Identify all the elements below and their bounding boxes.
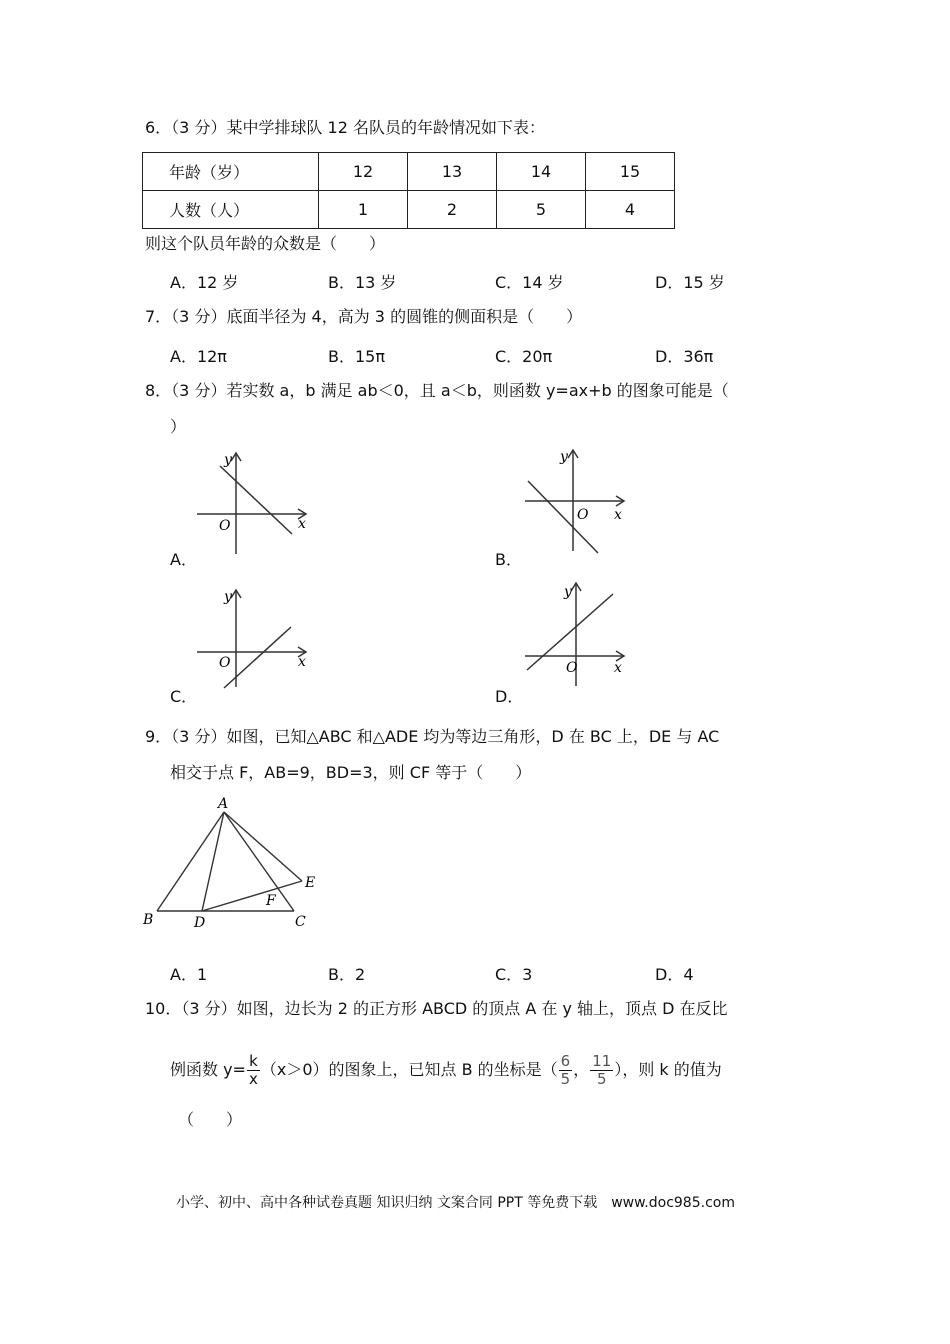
q6-option-a: A．12 岁 [170,273,239,292]
segment-ae [224,812,302,881]
q7-option-d: D．36π [655,347,714,366]
table-cell: 1 [319,191,408,229]
table-cell: 2 [408,191,497,229]
q8-stem-line1: 8．（3 分）若实数 a，b 满足 ab＜0，且 a＜b，则函数 y=ax+b 的图象可能是（ [145,381,729,400]
point-a-label: A [218,796,229,812]
q9-stem-line1: 9．（3 分）如图，已知△ABC 和△ADE 均为等边三角形，D 在 BC 上，DE 与 AC [145,727,720,746]
q8-option-c: C． [170,687,198,706]
function-line [224,627,291,688]
q6-stem: 6．（3 分）某中学排球队 12 名队员的年龄情况如下表： [145,118,545,137]
age-table [142,152,675,229]
function-denominator: x [248,1070,258,1088]
q7-option-c: C．20π [495,347,553,366]
function-line [220,466,292,534]
q10-line2-text1: 例函数 y= [170,1060,246,1079]
coord-separator: ， [573,1060,590,1079]
page-footer: 小学、初中、高中各种试卷真题 知识归纳 文案合同 PPT 等免费下载 www.doc985.com [176,1195,735,1211]
q8-option-d: D． [495,687,524,706]
y-axis-label: y [564,584,572,600]
q8-option-b: B． [495,550,522,569]
function-fraction [247,1053,260,1088]
table-cell: 5 [497,191,586,229]
q6-question: 则这个队员年龄的众数是（ ） [145,234,386,253]
q8-graph-a [192,448,317,558]
x-axis-label: x [298,654,306,670]
x-axis-label: x [298,516,306,532]
q7-option-b: B．15π [328,347,385,366]
table-header-cell: 人数（人） [143,191,319,229]
q7-option-a: A．12π [170,347,227,366]
q9-option-b: B．2 [328,965,366,984]
segment-ad [202,812,224,911]
q9-option-a: A．1 [170,965,208,984]
q8-graph-b [520,445,645,560]
q10-stem-line3: （ ） [178,1110,243,1129]
x-axis-label: x [614,660,622,676]
segment-ac [224,812,294,911]
table-cell: 4 [586,191,675,229]
table-cell: 13 [408,153,497,191]
point-f-label: F [266,893,276,909]
origin-label: O [577,507,589,523]
q9-option-c: C．3 [495,965,533,984]
coord-x-fraction [559,1053,573,1088]
table-row [143,191,675,229]
x-axis-label: x [614,507,622,523]
coord-x-denominator: 5 [560,1070,571,1088]
q10-stem-line2 [170,1050,722,1090]
q6-option-d: D．15 岁 [655,273,725,292]
point-d-label: D [194,915,206,931]
function-numerator: k [247,1053,260,1071]
table-header-cell: 年龄（岁） [143,153,319,191]
q7-stem: 7．（3 分）底面半径为 4，高为 3 的圆锥的侧面积是（ ） [145,307,583,326]
segment-de [202,881,302,911]
point-b-label: B [143,912,154,928]
table-cell: 15 [586,153,675,191]
q8-stem-line2: ） [170,417,187,436]
q9-stem-line2: 相交于点 F，AB=9，BD=3，则 CF 等于（ ） [170,763,532,782]
q8-graph-d [520,578,645,693]
origin-label: O [566,660,578,676]
coord-y-denominator: 5 [597,1070,607,1088]
q8-option-a: A． [170,550,197,569]
y-axis-label: y [560,449,568,465]
q6-option-b: B．13 岁 [328,273,397,292]
coord-y-fraction [590,1053,613,1088]
point-e-label: E [305,875,316,891]
table-cell: 14 [497,153,586,191]
coord-y-numerator: 11 [592,1052,612,1070]
y-axis-label: y [224,589,232,605]
table-cell: 12 [319,153,408,191]
q9-option-d: D．4 [655,965,694,984]
q10-stem-line1: 10．（3 分）如图，边长为 2 的正方形 ABCD 的顶点 A 在 y 轴上，顶点 D 在反比 [145,999,728,1018]
origin-label: O [219,518,231,534]
function-line [527,594,613,670]
q6-option-c: C．14 岁 [495,273,564,292]
y-axis-label: y [224,452,232,468]
segment-ab [157,812,224,911]
q9-triangle-figure [140,792,330,932]
origin-label: O [219,655,231,671]
q10-line2-text3: ），则 k 的值为 [614,1060,722,1079]
point-c-label: C [295,914,306,930]
table-row [143,153,675,191]
coord-x-numerator: 6 [560,1052,571,1070]
q10-line2-text2: （x＞0）的图象上，已知点 B 的坐标是（ [260,1060,558,1079]
q8-graph-c [192,585,317,695]
